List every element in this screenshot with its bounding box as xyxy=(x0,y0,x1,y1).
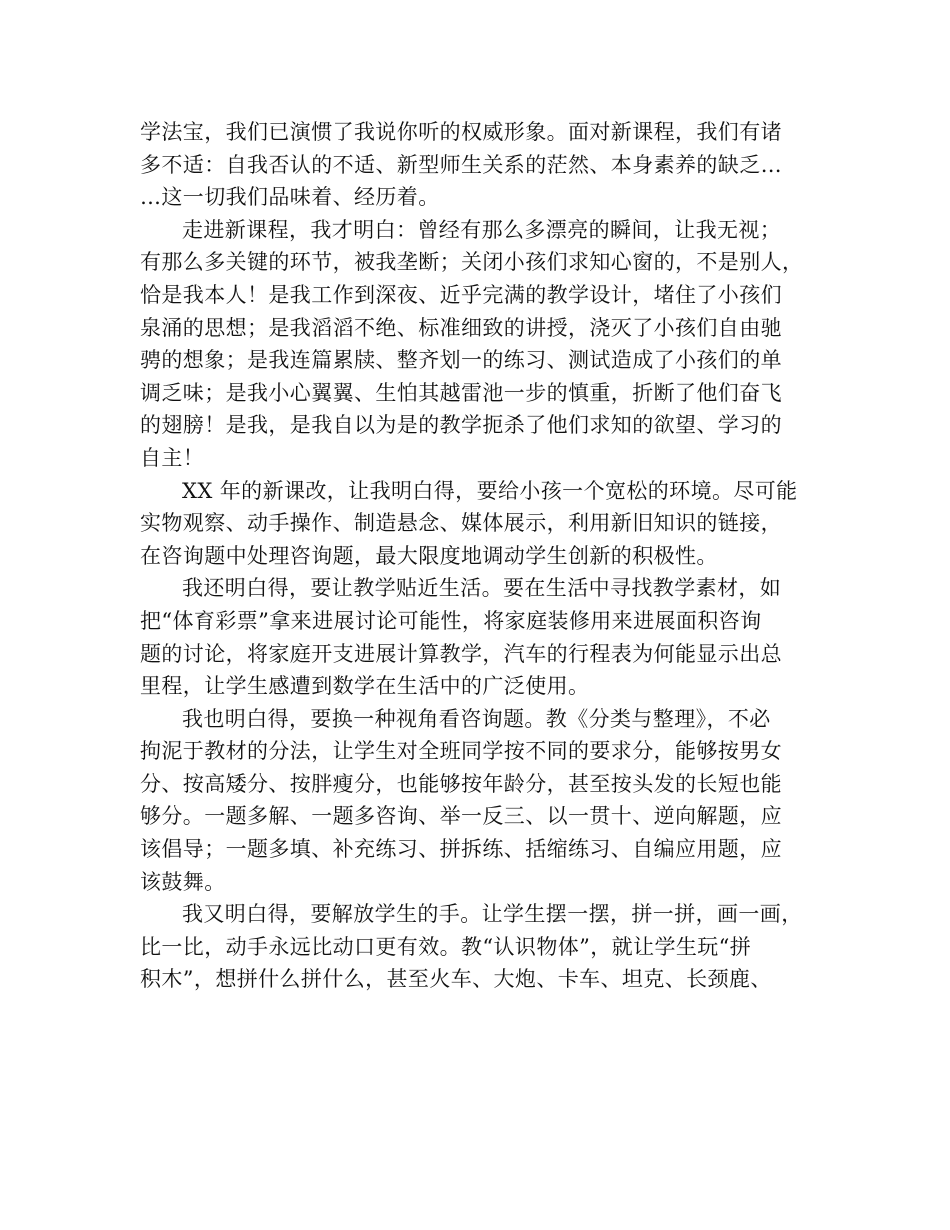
text-line: 的翅膀！是我，是我自以为是的教学扼杀了他们求知的欲望、学习的 xyxy=(140,413,782,438)
text-line: 把“体育彩票”拿来进展讨论可能性，将家庭装修用来进展面积咨询 xyxy=(140,608,762,633)
text-line: 积木”，想拼什么拼什么，甚至火车、大炮、卡车、坦克、长颈鹿、 xyxy=(140,967,772,992)
body-text xyxy=(140,116,825,996)
text-line: 我又明白得，要解放学生的手。让学生摆一摆，拼一拼，画一画， xyxy=(182,902,803,927)
text-line: 走进新课程，我才明白：曾经有那么多漂亮的瞬间，让我无视； xyxy=(182,217,782,242)
text-line: 够分。一题多解、一题多咨询、举一反三、以一贯十、逆向解题，应 xyxy=(140,804,782,829)
text-line: 里程，让学生感遭到数学在生活中的广泛使用。 xyxy=(140,674,590,699)
text-line: 分、按高矮分、按胖瘦分，也能够按年龄分，甚至按头发的长短也能 xyxy=(140,771,782,796)
text-line: 该倡导；一题多填、补充练习、拼拆练、括缩练习、自编应用题，应 xyxy=(140,837,782,862)
text-line: 恰是我本人！是我工作到深夜、近乎完满的教学设计，堵住了小孩们 xyxy=(140,282,782,307)
text-line: 在咨询题中处理咨询题，最大限度地调动学生创新的积极性。 xyxy=(140,543,718,568)
text-line: XX 年的新课改，让我明白得，要给小孩一个宽松的环境。尽可能 xyxy=(182,478,798,503)
text-line: 题的讨论，将家庭开支进展计算教学，汽车的行程表为何能显示出总 xyxy=(140,641,782,666)
text-line: 有那么多关键的环节，被我垄断；关闭小孩们求知心窗的，不是别人， xyxy=(140,250,804,275)
text-line: 骋的想象；是我连篇累牍、整齐划一的练习、测试造成了小孩们的单 xyxy=(140,348,782,373)
text-line: 调乏味；是我小心翼翼、生怕其越雷池一步的慎重，折断了他们奋飞 xyxy=(140,380,782,405)
text-line: 拘泥于教材的分法，让学生对全班同学按不同的要求分，能够按男女 xyxy=(140,739,782,764)
text-line: 泉涌的思想；是我滔滔不绝、标准细致的讲授，浇灭了小孩们自由驰 xyxy=(140,315,782,340)
text-line: 该鼓舞。 xyxy=(140,869,226,894)
text-line: 自主！ xyxy=(140,445,205,470)
text-line: 学法宝，我们已演惯了我说你听的权威形象。面对新课程，我们有诸 xyxy=(140,120,782,144)
text-line: 多不适：自我否认的不适、新型师生关系的茫然、本身素养的缺乏… xyxy=(140,152,782,177)
text-line: 实物观察、动手操作、制造悬念、媒体展示，利用新旧知识的链接， xyxy=(140,511,782,536)
text-line: 比一比，动手永远比动口更有效。教“认识物体”，就让学生玩“拼 xyxy=(140,934,752,959)
text-line: 我也明白得，要换一种视角看咨询题。教《分类与整理》，不必 xyxy=(182,706,771,731)
text-line: 我还明白得，要让教学贴近生活。要在生活中寻找教学素材，如 xyxy=(182,576,782,601)
text-line: …这一切我们品味着、经历着。 xyxy=(140,185,440,210)
